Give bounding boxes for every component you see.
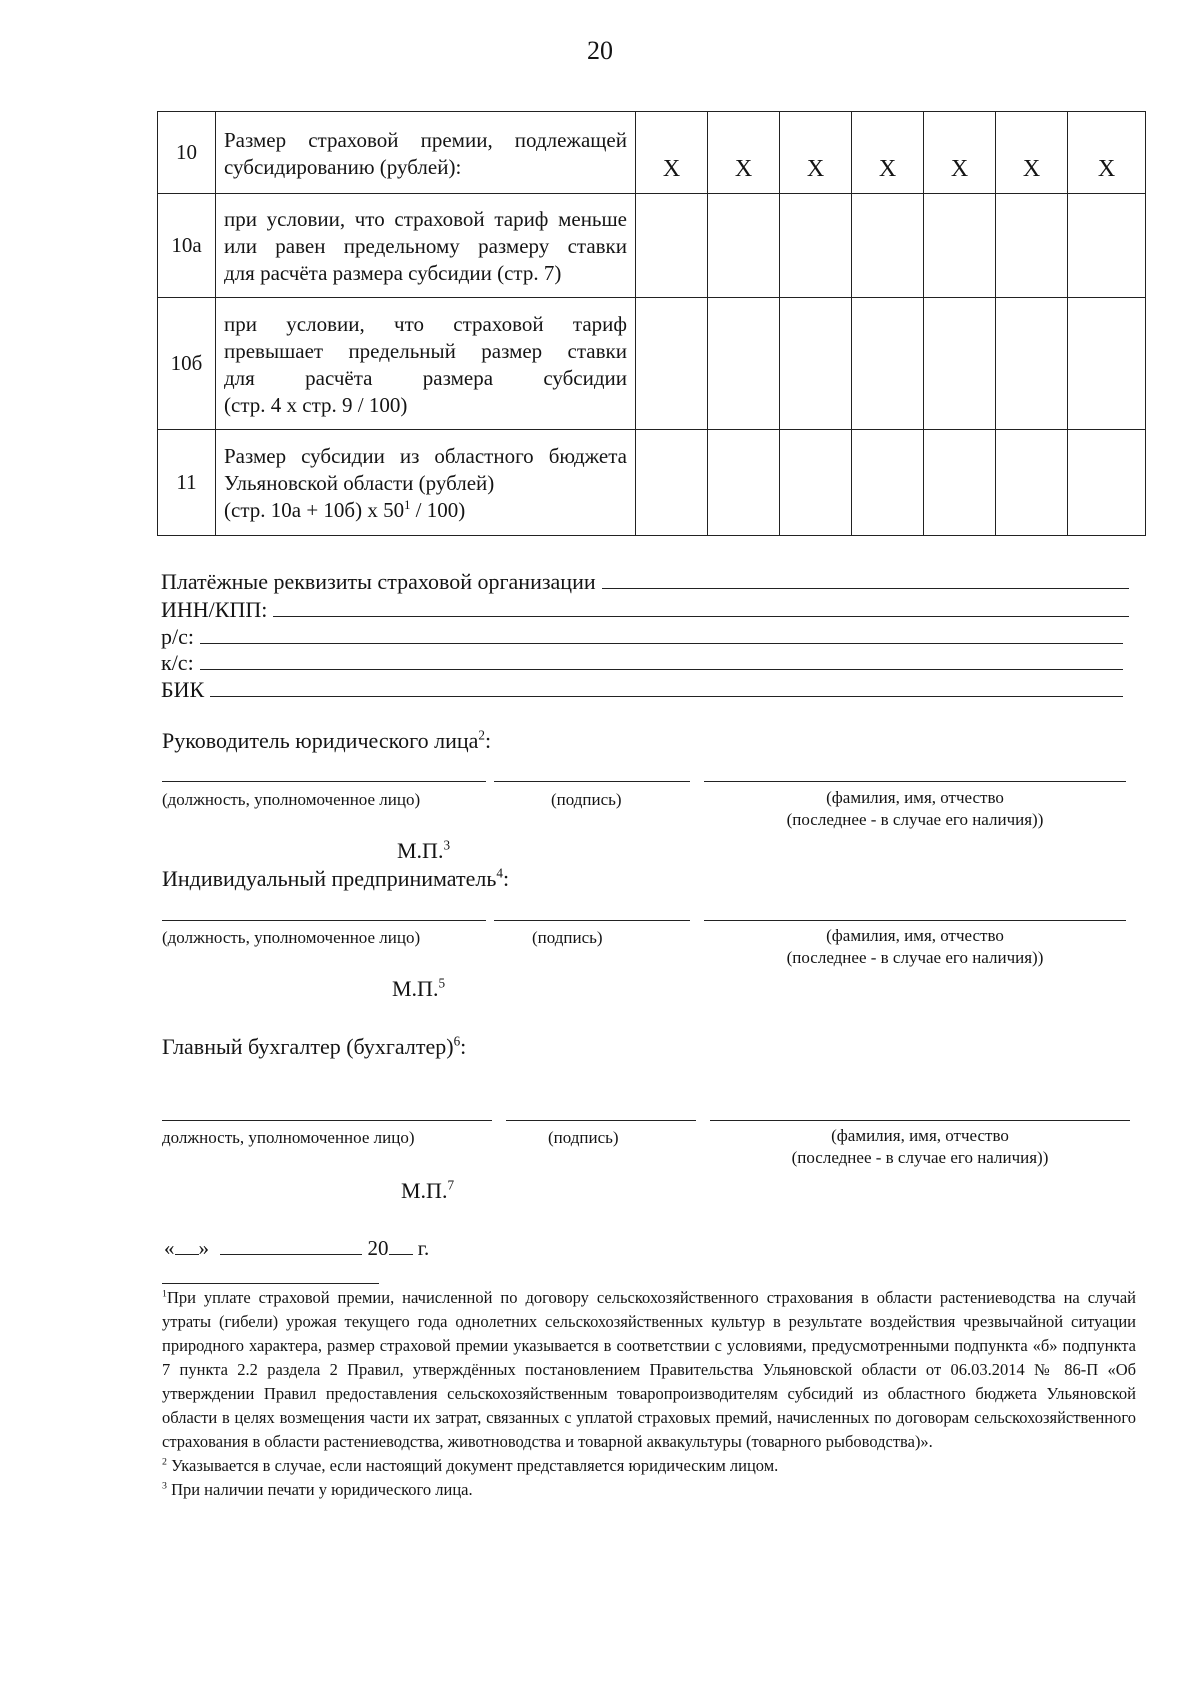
table-row — [158, 112, 1146, 194]
requisites-title-row — [161, 568, 1129, 595]
value-cell — [708, 430, 780, 536]
x-mark: X — [996, 112, 1068, 194]
row-number: 10б — [158, 298, 216, 430]
x-mark: X — [924, 112, 996, 194]
entrepreneur-signature-title: Индивидуальный предприниматель$^4$: — [162, 865, 510, 891]
rs-label: р/с: — [161, 624, 194, 649]
signature-line[interactable] — [494, 920, 690, 921]
row-description-line: или равен предельному размеру ставки — [224, 234, 627, 258]
value-cell — [924, 430, 996, 536]
x-mark: X — [708, 112, 780, 194]
row-description-line: Размер субсидии из областного бюджета — [224, 444, 627, 468]
value-cell — [708, 194, 780, 298]
value-cell — [1068, 298, 1146, 430]
row-description-line: при условии, что страховой тариф — [224, 311, 627, 336]
row-description-line: (стр. 10а + 10б) x $50^1 / 100$) — [224, 498, 466, 522]
month-field[interactable] — [220, 1236, 362, 1255]
row-description — [216, 298, 636, 430]
rs-row — [161, 623, 1123, 650]
value-cell — [636, 430, 708, 536]
ks-row — [161, 649, 1123, 676]
position-line[interactable] — [162, 920, 486, 921]
x-mark: X — [780, 112, 852, 194]
signature-caption: (подпись) — [551, 790, 622, 809]
row-description-line: субсидированию (рублей): — [224, 154, 462, 179]
position-caption: (должность, уполномоченное лицо) — [162, 790, 421, 809]
position-caption: (должность, уполномоченное лицо) — [162, 928, 421, 947]
name-line[interactable] — [704, 920, 1126, 921]
row-description-line: при условии, что страховой тариф меньше — [224, 207, 627, 231]
footnote-separator — [162, 1283, 379, 1284]
value-cell — [1068, 194, 1146, 298]
ks-label: к/с: — [161, 650, 194, 675]
stamp-placeholder: М.П.$^5$ — [392, 975, 446, 1001]
bik-label: БИК — [161, 677, 205, 702]
value-cell — [852, 194, 924, 298]
value-cell — [1068, 430, 1146, 536]
stamp-placeholder: М.П.$^3$ — [397, 837, 451, 863]
value-cell — [996, 194, 1068, 298]
footnote-2: $^2$ Указывается в случае, если настоящий документ представляется юридическим лицом. — [162, 1456, 779, 1475]
row-description — [216, 194, 636, 298]
signature-line[interactable] — [506, 1120, 696, 1121]
value-cell — [852, 430, 924, 536]
inn-label: ИНН/КПП: — [161, 597, 268, 622]
position-line[interactable] — [162, 1120, 492, 1121]
footnotes — [162, 1286, 1136, 1502]
accountant-signature-title: Главный бухгалтер (бухгалтер)$^6$: — [162, 1033, 467, 1059]
date-row: « » 20 г. — [164, 1236, 430, 1260]
position-caption: должность, уполномоченное лицо) — [162, 1128, 415, 1147]
table-row — [158, 430, 1146, 536]
row-description-line: (стр. 4 x стр. 9 / 100) — [224, 392, 408, 417]
row-number: 10 — [158, 112, 216, 194]
value-cell — [924, 298, 996, 430]
name-caption: (фамилия, имя, отчество (последнее - в случае его наличия)) — [786, 926, 1044, 967]
signature-caption: (подпись) — [532, 928, 603, 947]
name-caption: (фамилия, имя, отчество (последнее - в случае его наличия)) — [786, 788, 1044, 829]
signature-caption: (подпись) — [548, 1128, 619, 1147]
position-line[interactable] — [162, 781, 486, 782]
x-mark: X — [1068, 112, 1146, 194]
value-cell — [780, 298, 852, 430]
value-cell — [996, 298, 1068, 430]
value-cell — [636, 194, 708, 298]
row-description-line: для расчёта размера субсидии (стр. 7) — [224, 261, 562, 285]
row-description-line: Ульяновской области (рублей) — [224, 471, 495, 495]
row-description-line: для расчёта размера субсидии — [224, 365, 627, 390]
row-number: 10а — [158, 194, 216, 298]
footnote-3: $^3$ При наличии печати у юридического лица. — [162, 1480, 473, 1499]
bik-field[interactable] — [210, 676, 1123, 697]
page-number: 20 — [587, 36, 613, 65]
rs-field[interactable] — [200, 623, 1123, 644]
row-description-line: превышает предельный размер ставки — [224, 338, 627, 363]
inn-field[interactable] — [273, 596, 1129, 617]
name-line[interactable] — [710, 1120, 1130, 1121]
ks-field[interactable] — [200, 649, 1123, 670]
value-cell — [780, 194, 852, 298]
row-description-line: Размер страховой премии, подлежащей — [224, 127, 627, 152]
value-cell — [708, 298, 780, 430]
inn-row — [161, 596, 1129, 623]
row-description — [216, 430, 636, 536]
row-description — [216, 112, 636, 194]
value-cell — [924, 194, 996, 298]
head-signature-title: Руководитель юридического лица$^2$: — [162, 727, 492, 753]
value-cell — [780, 430, 852, 536]
requisites-title: Платёжные реквизиты страховой организации — [161, 569, 596, 594]
row-number: 11 — [158, 430, 216, 536]
table-row — [158, 194, 1146, 298]
x-mark: X — [852, 112, 924, 194]
x-mark: X — [636, 112, 708, 194]
value-cell — [852, 298, 924, 430]
subsidy-table — [157, 111, 1146, 536]
name-line[interactable] — [704, 781, 1126, 782]
name-caption: (фамилия, имя, отчество (последнее - в случае его наличия)) — [791, 1126, 1049, 1167]
requisites-field[interactable] — [602, 568, 1129, 589]
year-field[interactable] — [389, 1236, 413, 1255]
value-cell — [636, 298, 708, 430]
signature-line[interactable] — [494, 781, 690, 782]
footnote-1: $^1$При уплате страховой премии, начисленной по договору сельскохозяйственного страхования в области растениеводства на случай утраты (гибели) урожая текущего года однолетних сельскохозяйственных культур в результате воздействия чрезвычайной ситуации природного характера, размер страховой премии указывается в соответствии с условиями, предусмотренными подпункта «б» подпункта 7 пункта 2.2 раздела 2 Правил, утверждённых постановлением Правительства Ульяновской области от 06.03.2014 № 86-П «Об утверждении Правил предоставления сельскохозяйственным товаропроизводителям субсидий из областного бюджета Ульяновской области в целях возмещения части их затрат, связанных с уплатой страховых премий, начисленных по договорам сельскохозяйственного страхования в области растениеводства, животноводства и товарной аквакультуры (товарного рыбоводства)». — [162, 1288, 1136, 1451]
day-field[interactable] — [175, 1236, 199, 1255]
table-row — [158, 298, 1146, 430]
stamp-placeholder: М.П.$^7$ — [401, 1177, 455, 1203]
value-cell — [996, 430, 1068, 536]
bik-row — [161, 676, 1123, 703]
